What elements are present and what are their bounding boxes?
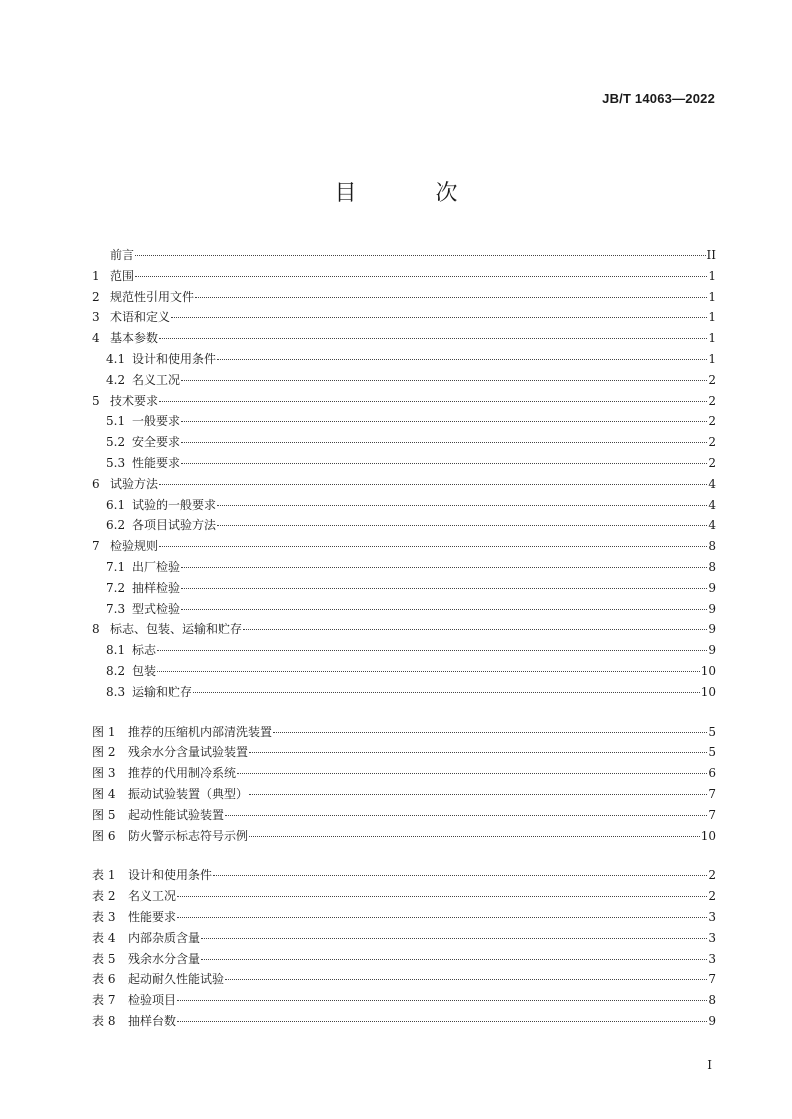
- toc-entry[interactable]: [92, 661, 716, 682]
- toc-entry[interactable]: [92, 349, 716, 370]
- toc-entry-page: 7: [708, 807, 716, 822]
- toc-entry-number: 图 3: [92, 766, 116, 781]
- toc-entry[interactable]: [92, 287, 716, 308]
- toc-entry[interactable]: [92, 328, 716, 349]
- toc-entry-number: 2: [92, 289, 100, 304]
- toc-entry[interactable]: [92, 370, 716, 391]
- toc-entry[interactable]: [92, 763, 716, 784]
- dot-leader: [201, 938, 707, 939]
- toc-entry[interactable]: [92, 907, 716, 928]
- toc-entry-number: 表 8: [92, 1013, 116, 1028]
- dot-leader: [181, 380, 707, 381]
- toc-entry-page: 4: [708, 476, 716, 491]
- toc-entry-label: 设计和使用条件: [128, 868, 213, 883]
- toc-entry-label: 标志: [132, 643, 157, 658]
- dot-leader: [171, 317, 707, 318]
- toc-entry-number: 图 6: [92, 828, 116, 843]
- toc-entry[interactable]: [92, 474, 716, 495]
- toc-entry-page: 2: [708, 868, 716, 883]
- dot-leader: [273, 732, 707, 733]
- toc-entry-number: 7.2: [106, 580, 126, 595]
- toc-entry-page: 1: [708, 289, 716, 304]
- toc-tables: [92, 865, 716, 1031]
- toc-spacer: [92, 846, 716, 865]
- toc-entry-label: 起动性能试验装置: [128, 807, 225, 822]
- dot-leader: [217, 525, 707, 526]
- toc-entry-label: 起动耐久性能试验: [128, 972, 225, 987]
- toc-entry[interactable]: [92, 536, 716, 557]
- dot-leader: [177, 917, 707, 918]
- toc-entry[interactable]: [92, 682, 716, 703]
- toc-entry-label: 技术要求: [110, 393, 159, 408]
- dot-leader: [195, 297, 707, 298]
- toc-entry-page: 6: [708, 766, 716, 781]
- toc-entry-page: 2: [708, 414, 716, 429]
- dot-leader: [193, 692, 700, 693]
- dot-leader: [225, 979, 707, 980]
- toc-entry-page: 2: [708, 455, 716, 470]
- toc-entry-number: 6: [92, 476, 100, 491]
- toc-entry-label: 一般要求: [132, 414, 181, 429]
- dot-leader: [181, 463, 707, 464]
- dot-leader: [159, 401, 707, 402]
- dot-leader: [243, 629, 707, 630]
- toc-entry-number: 1: [92, 268, 100, 283]
- toc-entry-page: 7: [708, 786, 716, 801]
- toc-entry-label: 推荐的代用制冷系统: [128, 766, 237, 781]
- toc-entry-number: 8.3: [106, 684, 126, 699]
- toc-entry-number: 5.3: [106, 455, 126, 470]
- toc-entry[interactable]: [92, 722, 716, 743]
- toc-entry-page: 3: [708, 930, 716, 945]
- toc-entry-label: 残余水分含量试验装置: [128, 745, 249, 760]
- toc-sections: [92, 245, 716, 703]
- dot-leader: [135, 255, 706, 256]
- toc-entry-number: 4.1: [106, 351, 126, 366]
- dot-leader: [181, 442, 707, 443]
- standard-code: JB/T 14063—2022: [602, 91, 715, 106]
- dot-leader: [181, 567, 707, 568]
- toc-entry-page: 7: [708, 972, 716, 987]
- toc-entry-page: 10: [700, 663, 716, 678]
- toc-entry[interactable]: [92, 307, 716, 328]
- dot-leader: [249, 794, 707, 795]
- toc-entry-number: 7.3: [106, 601, 126, 616]
- toc-entry[interactable]: [92, 619, 716, 640]
- toc-entry-page: 2: [708, 889, 716, 904]
- toc-entry-page: 2: [708, 435, 716, 450]
- toc-entry-page: 9: [708, 643, 716, 658]
- dot-leader: [217, 359, 707, 360]
- toc-entry-page: 9: [708, 1013, 716, 1028]
- toc-entry-label: 设计和使用条件: [132, 351, 217, 366]
- dot-leader: [201, 959, 707, 960]
- toc-entry-page: 8: [708, 539, 716, 554]
- toc-entry-label: 范围: [110, 268, 135, 283]
- dot-leader: [159, 484, 707, 485]
- toc-entry-number: 表 1: [92, 868, 116, 883]
- toc-entry-label: 出厂检验: [132, 559, 181, 574]
- toc-entry-label: 各项目试验方法: [132, 518, 217, 533]
- toc-entry-page: II: [706, 248, 716, 262]
- toc-spacer: [92, 703, 716, 722]
- toc-entry[interactable]: [92, 990, 716, 1011]
- toc-entry-label: 名义工况: [128, 889, 177, 904]
- toc-entry[interactable]: [92, 949, 716, 970]
- toc-entry-label: 抽样台数: [128, 1013, 177, 1028]
- toc-entry-label: 型式检验: [132, 601, 181, 616]
- toc-entry-number: 图 1: [92, 724, 116, 739]
- toc-entry[interactable]: [92, 865, 716, 886]
- toc-entry-label: 振动试验装置（典型）: [128, 786, 249, 801]
- toc-entry-page: 2: [708, 393, 716, 408]
- toc-entry-label: 试验的一般要求: [132, 497, 217, 512]
- toc-entry-page: 5: [708, 745, 716, 760]
- toc-entry-label: 运输和贮存: [132, 684, 193, 699]
- toc-entry-page: 1: [708, 351, 716, 366]
- toc-entry-label: 检验规则: [110, 539, 159, 554]
- toc-entry-page: 8: [708, 993, 716, 1008]
- toc-entry-number: 7.1: [106, 559, 126, 574]
- toc-entry-label: 安全要求: [132, 435, 181, 450]
- toc-entry[interactable]: [92, 391, 716, 412]
- toc-entry-page: 1: [708, 331, 716, 346]
- toc-entry[interactable]: [92, 784, 716, 805]
- toc-entry-page: 3: [708, 951, 716, 966]
- toc-entry-number: 表 7: [92, 993, 116, 1008]
- toc-entry-number: 4: [92, 331, 100, 346]
- toc-entry-number: 图 5: [92, 807, 116, 822]
- toc-entry[interactable]: [92, 640, 716, 661]
- toc-entry[interactable]: [92, 557, 716, 578]
- dot-leader: [181, 421, 707, 422]
- toc-entry[interactable]: [92, 805, 716, 826]
- toc-entry-number: 8: [92, 622, 100, 637]
- dot-leader: [181, 609, 707, 610]
- dot-leader: [157, 650, 707, 651]
- dot-leader: [237, 773, 707, 774]
- toc-entry[interactable]: [92, 515, 716, 536]
- toc-entry[interactable]: [92, 599, 716, 620]
- toc-entry-label: 检验项目: [128, 993, 177, 1008]
- toc-entry-label: 前言: [110, 248, 135, 262]
- toc-entry-number: 6.1: [106, 497, 126, 512]
- toc-entry-page: 9: [708, 580, 716, 595]
- dot-leader: [225, 815, 707, 816]
- toc-figures: [92, 722, 716, 847]
- dot-leader: [249, 836, 700, 837]
- dot-leader: [157, 671, 700, 672]
- dot-leader: [217, 505, 707, 506]
- toc-entry-number: 图 4: [92, 786, 116, 801]
- toc-entry-page: 4: [708, 518, 716, 533]
- table-of-contents: [92, 245, 716, 1032]
- toc-entry-number: 表 3: [92, 909, 116, 924]
- toc-entry-number: 表 2: [92, 889, 116, 904]
- toc-entry-number: 表 6: [92, 972, 116, 987]
- toc-entry-page: 1: [708, 310, 716, 325]
- dot-leader: [249, 752, 707, 753]
- toc-entry-page: 1: [708, 268, 716, 283]
- toc-entry-label: 推荐的压缩机内部清洗装置: [128, 724, 273, 739]
- dot-leader: [177, 1021, 707, 1022]
- toc-entry[interactable]: [92, 578, 716, 599]
- toc-entry-label: 基本参数: [110, 331, 159, 346]
- toc-entry-number: 8.1: [106, 643, 126, 658]
- toc-entry[interactable]: [92, 1011, 716, 1032]
- toc-entry-label: 抽样检验: [132, 580, 181, 595]
- toc-entry-label: 内部杂质含量: [128, 930, 201, 945]
- toc-entry-label: 性能要求: [128, 909, 177, 924]
- toc-entry-number: 3: [92, 310, 100, 325]
- toc-entry[interactable]: [92, 826, 716, 847]
- toc-entry-label: 残余水分含量: [128, 951, 201, 966]
- toc-entry-number: 6.2: [106, 518, 126, 533]
- toc-entry[interactable]: [92, 245, 716, 266]
- toc-entry-label: 规范性引用文件: [110, 289, 195, 304]
- toc-entry[interactable]: [92, 886, 716, 907]
- dot-leader: [181, 588, 707, 589]
- toc-entry-number: 5.2: [106, 435, 126, 450]
- toc-entry[interactable]: [92, 495, 716, 516]
- toc-entry-page: 8: [708, 559, 716, 574]
- toc-entry-page: 10: [700, 684, 716, 699]
- toc-entry-label: 标志、包装、运输和贮存: [110, 622, 243, 637]
- toc-entry[interactable]: [92, 453, 716, 474]
- dot-leader: [159, 338, 707, 339]
- dot-leader: [213, 875, 707, 876]
- toc-entry-number: 5.1: [106, 414, 126, 429]
- dot-leader: [135, 276, 707, 277]
- toc-entry-number: 表 4: [92, 930, 116, 945]
- toc-entry[interactable]: [92, 266, 716, 287]
- toc-entry-label: 试验方法: [110, 476, 159, 491]
- toc-entry[interactable]: [92, 969, 716, 990]
- toc-entry-page: 9: [708, 601, 716, 616]
- toc-entry-label: 防火警示标志符号示例: [128, 828, 249, 843]
- toc-entry-number: 5: [92, 393, 100, 408]
- toc-entry-page: 9: [708, 622, 716, 637]
- page-title: 目 次: [334, 181, 494, 206]
- toc-entry-page: 10: [700, 828, 716, 843]
- toc-entry[interactable]: [92, 432, 716, 453]
- dot-leader: [177, 896, 707, 897]
- toc-entry-label: 性能要求: [132, 455, 181, 470]
- toc-entry-page: 2: [708, 372, 716, 387]
- page-number: I: [707, 1058, 712, 1072]
- dot-leader: [159, 546, 707, 547]
- toc-entry-number: 图 2: [92, 745, 116, 760]
- toc-entry[interactable]: [92, 742, 716, 763]
- toc-entry-number: 4.2: [106, 372, 126, 387]
- toc-entry-page: 4: [708, 497, 716, 512]
- toc-entry-label: 名义工况: [132, 372, 181, 387]
- toc-entry-label: 术语和定义: [110, 310, 171, 325]
- toc-entry-number: 表 5: [92, 951, 116, 966]
- toc-entry-page: 3: [708, 909, 716, 924]
- toc-entry[interactable]: [92, 928, 716, 949]
- toc-entry-page: 5: [708, 724, 716, 739]
- dot-leader: [177, 1000, 707, 1001]
- toc-entry[interactable]: [92, 411, 716, 432]
- toc-entry-number: 7: [92, 539, 100, 554]
- toc-entry-label: 包装: [132, 663, 157, 678]
- toc-entry-number: 8.2: [106, 663, 126, 678]
